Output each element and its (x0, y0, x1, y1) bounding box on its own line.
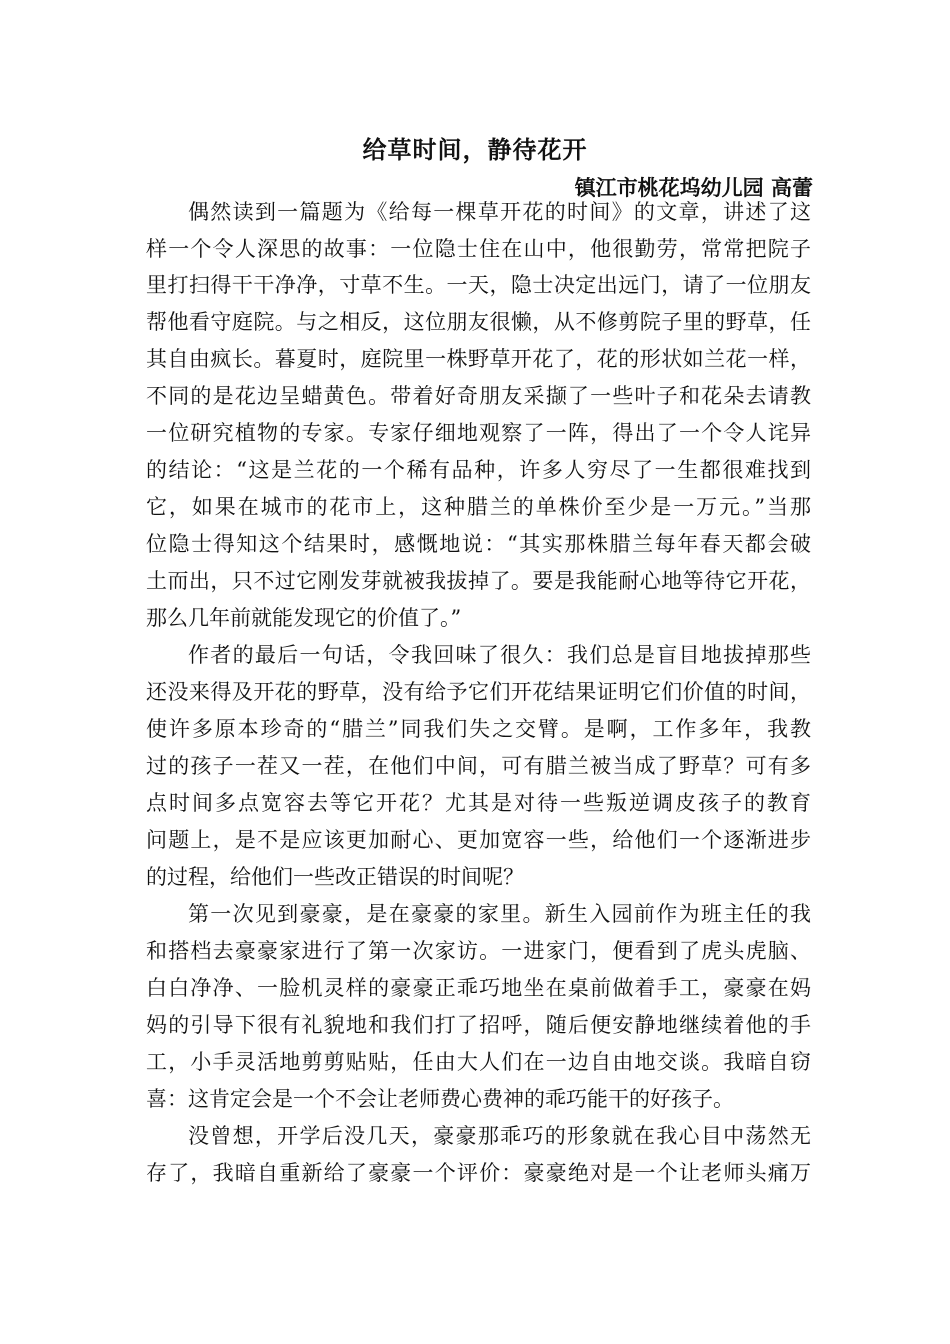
paragraph-line: 那么几年前就能发现它的价值了。” (146, 606, 462, 630)
paragraph-line: 使许多原本珍奇的“腊兰”同我们失之交臂。是啊，工作多年，我教 (146, 717, 811, 741)
paragraph-line: 帮他看守庭院。与之相反，这位朋友很懒，从不修剪院子里的野草，任 (146, 310, 811, 334)
paragraph-line: 位隐士得知这个结果时，感慨地说：“其实那株腊兰每年春天都会破 (146, 532, 811, 556)
paragraph-line: 的结论：“这是兰花的一个稀有品种，许多人穷尽了一生都很难找到 (146, 458, 811, 482)
paragraph-line: 它，如果在城市的花市上，这种腊兰的单株价至少是一万元。”当那 (146, 495, 811, 519)
paragraph-line: 问题上，是不是应该更加耐心、更加宽容一些，给他们一个逐渐进步 (146, 828, 811, 852)
paragraph-line: 工，小手灵活地剪剪贴贴，任由大人们在一边自由地交谈。我暗自窃 (146, 1050, 811, 1074)
paragraph-line: 的过程，给他们一些改正错误的时间呢？ (146, 865, 524, 889)
paragraph-line: 土而出，只不过它刚发芽就被我拔掉了。要是我能耐心地等待它开花， (146, 569, 811, 593)
paragraph-line: 不同的是花边呈蜡黄色。带着好奇朋友采撷了一些叶子和花朵去请教 (146, 384, 811, 408)
paragraph-line: 第一次见到豪豪，是在豪豪的家里。新生入园前作为班主任的我 (188, 902, 811, 926)
paragraph-line: 白白净净、一脸机灵样的豪豪正乖巧地坐在桌前做着手工，豪豪在妈 (146, 976, 811, 1000)
paragraph-line: 没曾想，开学后没几天，豪豪那乖巧的形象就在我心目中荡然无 (188, 1124, 811, 1148)
paragraph-line: 一位研究植物的专家。专家仔细地观察了一阵，得出了一个令人诧异 (146, 421, 811, 445)
author-byline: 镇江市桃花坞幼儿园 高蕾 (574, 175, 813, 200)
paragraph-line: 作者的最后一句话，令我回味了很久：我们总是盲目地拔掉那些 (188, 643, 811, 667)
paragraph-line: 妈的引导下很有礼貌地和我们打了招呼，随后便安静地继续着他的手 (146, 1013, 811, 1037)
paragraph-line: 过的孩子一茬又一茬，在他们中间，可有腊兰被当成了野草？可有多 (146, 754, 811, 778)
paragraph-line: 样一个令人深思的故事：一位隐士住在山中，他很勤劳，常常把院子 (146, 237, 811, 261)
paragraph-line: 点时间多点宽容去等它开花？尤其是对待一些叛逆调皮孩子的教育 (146, 791, 811, 815)
paragraph-line: 还没来得及开花的野草，没有给予它们开花结果证明它们价值的时间， (146, 680, 811, 704)
paragraph-line: 存了，我暗自重新给了豪豪一个评价：豪豪绝对是一个让老师头痛万 (146, 1161, 811, 1185)
paragraph-line: 其自由疯长。暮夏时，庭院里一株野草开花了，花的形状如兰花一样， (146, 347, 811, 371)
paragraph-line: 喜：这肯定会是一个不会让老师费心费神的乖巧能干的好孩子。 (146, 1087, 734, 1111)
paragraph-line: 里打扫得干干净净，寸草不生。一天，隐士决定出远门，请了一位朋友 (146, 273, 811, 297)
article-title: 给草时间，静待花开 (362, 135, 588, 164)
paragraph-line: 偶然读到一篇题为《给每一棵草开花的时间》的文章，讲述了这 (188, 200, 811, 224)
paragraph-line: 和搭档去豪豪家进行了第一次家访。一进家门，便看到了虎头虎脑、 (146, 939, 811, 963)
